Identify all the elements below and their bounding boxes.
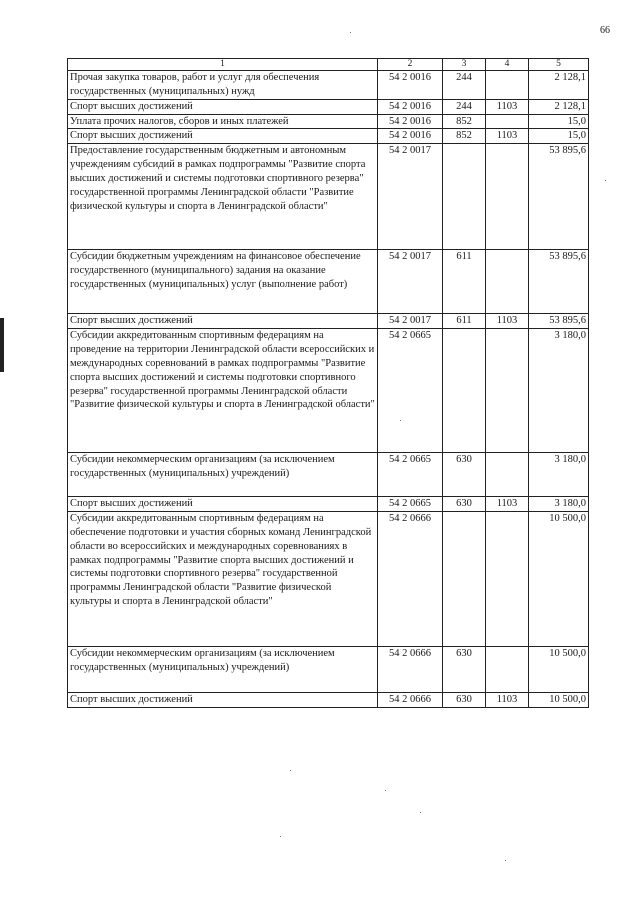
row-amount: 53 895,6	[529, 144, 589, 250]
row-section: 1103	[486, 497, 529, 512]
row-code: 54 2 0665	[378, 453, 443, 497]
row-amount: 2 128,1	[529, 99, 589, 114]
row-code: 54 2 0666	[378, 647, 443, 693]
scan-speck	[385, 790, 386, 791]
row-name: Спорт высших достижений	[68, 497, 378, 512]
row-code: 54 2 0666	[378, 512, 443, 647]
table-row	[68, 99, 589, 114]
row-section: 1103	[486, 314, 529, 329]
row-name: Субсидии некоммерческим организациям (за исключением государственных (муниципальных) учреждений)	[68, 453, 378, 497]
row-section	[486, 71, 529, 100]
row-name: Субсидии аккредитованным спортивным федерациям на обеспечение подготовки и участия сборных команд Ленинградской области во всероссийских и международных соревнованиях в рамках подпрограммы "Развитие спорта высших достижений и системы подготовки спортивного резерва" государственной программы Ленинградской области "Развитие физической культуры и спорта в Ленинградской области"	[68, 512, 378, 647]
row-section: 1103	[486, 129, 529, 144]
row-amount: 3 180,0	[529, 329, 589, 453]
row-amount: 3 180,0	[529, 497, 589, 512]
row-name: Спорт высших достижений	[68, 314, 378, 329]
row-expense-type: 852	[443, 129, 486, 144]
row-code: 54 2 0017	[378, 314, 443, 329]
row-name: Субсидии аккредитованным спортивным федерациям на проведение на территории Ленинградской области всероссийских и международных соревнований в рамках подпрограммы "Развитие спорта высших достижений и системы подготовки спортивного резерва" государственной программы Ленинградской области "Развитие физической культуры и спорта в Ленинградской области"	[68, 329, 378, 453]
table-row	[68, 512, 589, 647]
row-amount: 15,0	[529, 114, 589, 129]
row-code: 54 2 0016	[378, 71, 443, 100]
table-row	[68, 497, 589, 512]
row-amount: 10 500,0	[529, 693, 589, 708]
scan-speck	[420, 812, 421, 813]
row-expense-type: 852	[443, 114, 486, 129]
row-section	[486, 647, 529, 693]
table-row	[68, 129, 589, 144]
row-expense-type: 630	[443, 647, 486, 693]
scan-speck	[505, 860, 506, 861]
header-col-5: 5	[529, 59, 589, 71]
row-code: 54 2 0016	[378, 114, 443, 129]
row-code: 54 2 0665	[378, 329, 443, 453]
table-row	[68, 693, 589, 708]
table-row	[68, 250, 589, 314]
row-name: Прочая закупка товаров, работ и услуг для обеспечения государственных (муниципальных) нужд	[68, 71, 378, 100]
table-row	[68, 647, 589, 693]
row-expense-type: 630	[443, 693, 486, 708]
table-row	[68, 453, 589, 497]
row-expense-type: 611	[443, 250, 486, 314]
table-row	[68, 114, 589, 129]
row-amount: 10 500,0	[529, 647, 589, 693]
row-amount: 53 895,6	[529, 314, 589, 329]
table-row	[68, 329, 589, 453]
page-number: 66	[600, 25, 610, 36]
row-name: Спорт высших достижений	[68, 129, 378, 144]
row-section	[486, 512, 529, 647]
row-section	[486, 144, 529, 250]
scan-speck	[350, 32, 351, 33]
scan-speck	[290, 770, 291, 771]
budget-table	[67, 58, 589, 708]
row-expense-type: 611	[443, 314, 486, 329]
row-section	[486, 329, 529, 453]
scan-speck	[605, 180, 606, 181]
row-name: Субсидии некоммерческим организациям (за исключением государственных (муниципальных) учреждений)	[68, 647, 378, 693]
row-name: Уплата прочих налогов, сборов и иных платежей	[68, 114, 378, 129]
row-expense-type: 244	[443, 99, 486, 114]
header-col-1: 1	[68, 59, 378, 71]
row-amount: 3 180,0	[529, 453, 589, 497]
row-code: 54 2 0016	[378, 129, 443, 144]
header-col-2: 2	[378, 59, 443, 71]
row-expense-type	[443, 512, 486, 647]
row-amount: 53 895,6	[529, 250, 589, 314]
row-code: 54 2 0665	[378, 497, 443, 512]
row-expense-type: 630	[443, 453, 486, 497]
row-code: 54 2 0016	[378, 99, 443, 114]
row-name: Субсидии бюджетным учреждениям на финансовое обеспечение государственного (муниципального) задания на оказание государственных (муниципальных) услуг (выполнение работ)	[68, 250, 378, 314]
row-code: 54 2 0666	[378, 693, 443, 708]
row-amount: 2 128,1	[529, 71, 589, 100]
row-name: Спорт высших достижений	[68, 99, 378, 114]
table-row	[68, 314, 589, 329]
row-name: Спорт высших достижений	[68, 693, 378, 708]
row-code: 54 2 0017	[378, 250, 443, 314]
row-section: 1103	[486, 99, 529, 114]
table-row	[68, 144, 589, 250]
row-section	[486, 453, 529, 497]
header-col-3: 3	[443, 59, 486, 71]
row-section: 1103	[486, 693, 529, 708]
row-amount: 10 500,0	[529, 512, 589, 647]
row-code: 54 2 0017	[378, 144, 443, 250]
row-expense-type: 630	[443, 497, 486, 512]
header-col-4: 4	[486, 59, 529, 71]
row-expense-type: 244	[443, 71, 486, 100]
row-expense-type	[443, 144, 486, 250]
table-row	[68, 71, 589, 100]
row-name: Предоставление государственным бюджетным и автономным учреждениям субсидий в рамках подпрограммы "Развитие спорта высших достижений и системы подготовки спортивного резерва" государственной программы Ленинградской области "Развитие физической культуры и спорта в Ленинградской области"	[68, 144, 378, 250]
header-row	[68, 59, 589, 71]
row-section	[486, 250, 529, 314]
scan-speck	[280, 836, 281, 837]
row-expense-type	[443, 329, 486, 453]
scan-edge-artifact	[0, 318, 4, 372]
row-section	[486, 114, 529, 129]
row-amount: 15,0	[529, 129, 589, 144]
